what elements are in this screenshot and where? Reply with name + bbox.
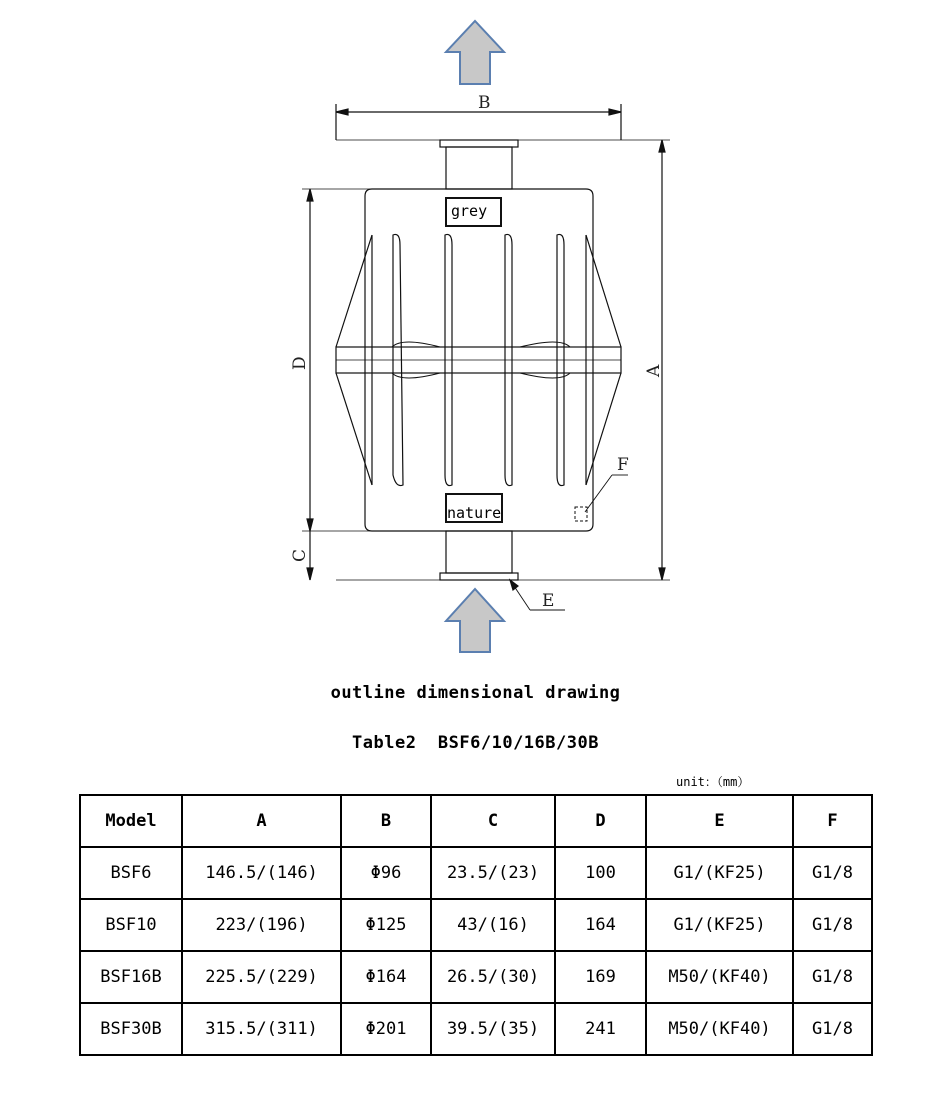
dim-label-e: E	[542, 591, 555, 611]
cell-c: 23.5/(23)	[431, 847, 555, 899]
cell-a: 146.5/(146)	[182, 847, 341, 899]
cell-model: BSF6	[80, 847, 182, 899]
cell-b: Φ201	[341, 1003, 431, 1055]
dim-label-c: C	[290, 548, 310, 562]
grey-tag: grey	[451, 202, 488, 220]
cell-b: Φ164	[341, 951, 431, 1003]
spec-table	[79, 794, 873, 1056]
header-c: C	[431, 795, 555, 847]
cell-e: G1/(KF25)	[646, 899, 793, 951]
cell-b: Φ125	[341, 899, 431, 951]
cell-b: Φ96	[341, 847, 431, 899]
table-row	[80, 951, 872, 1003]
table-row	[80, 899, 872, 951]
cell-e: M50/(KF40)	[646, 951, 793, 1003]
cell-a: 223/(196)	[182, 899, 341, 951]
table-row	[80, 1003, 872, 1055]
header-b: B	[341, 795, 431, 847]
cell-f: G1/8	[793, 951, 872, 1003]
header-f: F	[793, 795, 872, 847]
flow-arrow-bottom-icon	[446, 589, 504, 652]
dim-label-b: B	[478, 93, 491, 113]
table-title: Table2 BSF6/10/16B/30B	[352, 733, 599, 753]
cell-f: G1/8	[793, 1003, 872, 1055]
cell-a: 225.5/(229)	[182, 951, 341, 1003]
cell-d: 164	[555, 899, 646, 951]
flow-arrow-top-icon	[446, 21, 504, 84]
cell-e: M50/(KF40)	[646, 1003, 793, 1055]
header-d: D	[555, 795, 646, 847]
header-e: E	[646, 795, 793, 847]
cell-model: BSF10	[80, 899, 182, 951]
dim-label-a: A	[644, 364, 664, 377]
cell-c: 43/(16)	[431, 899, 555, 951]
cell-model: BSF30B	[80, 1003, 182, 1055]
table-header-row	[80, 795, 872, 847]
dim-label-d: D	[290, 356, 310, 370]
drawing-caption: outline dimensional drawing	[330, 683, 621, 703]
cell-model: BSF16B	[80, 951, 182, 1003]
cell-d: 100	[555, 847, 646, 899]
header-a: A	[182, 795, 341, 847]
cell-f: G1/8	[793, 847, 872, 899]
cell-c: 39.5/(35)	[431, 1003, 555, 1055]
cell-c: 26.5/(30)	[431, 951, 555, 1003]
cell-d: 169	[555, 951, 646, 1003]
nature-tag: nature	[447, 504, 502, 522]
cell-d: 241	[555, 1003, 646, 1055]
cell-e: G1/(KF25)	[646, 847, 793, 899]
dim-label-f: F	[617, 455, 629, 475]
cell-f: G1/8	[793, 899, 872, 951]
cell-a: 315.5/(311)	[182, 1003, 341, 1055]
unit-label: unit：（mm）	[676, 775, 750, 789]
table-row	[80, 847, 872, 899]
header-model: Model	[80, 795, 182, 847]
